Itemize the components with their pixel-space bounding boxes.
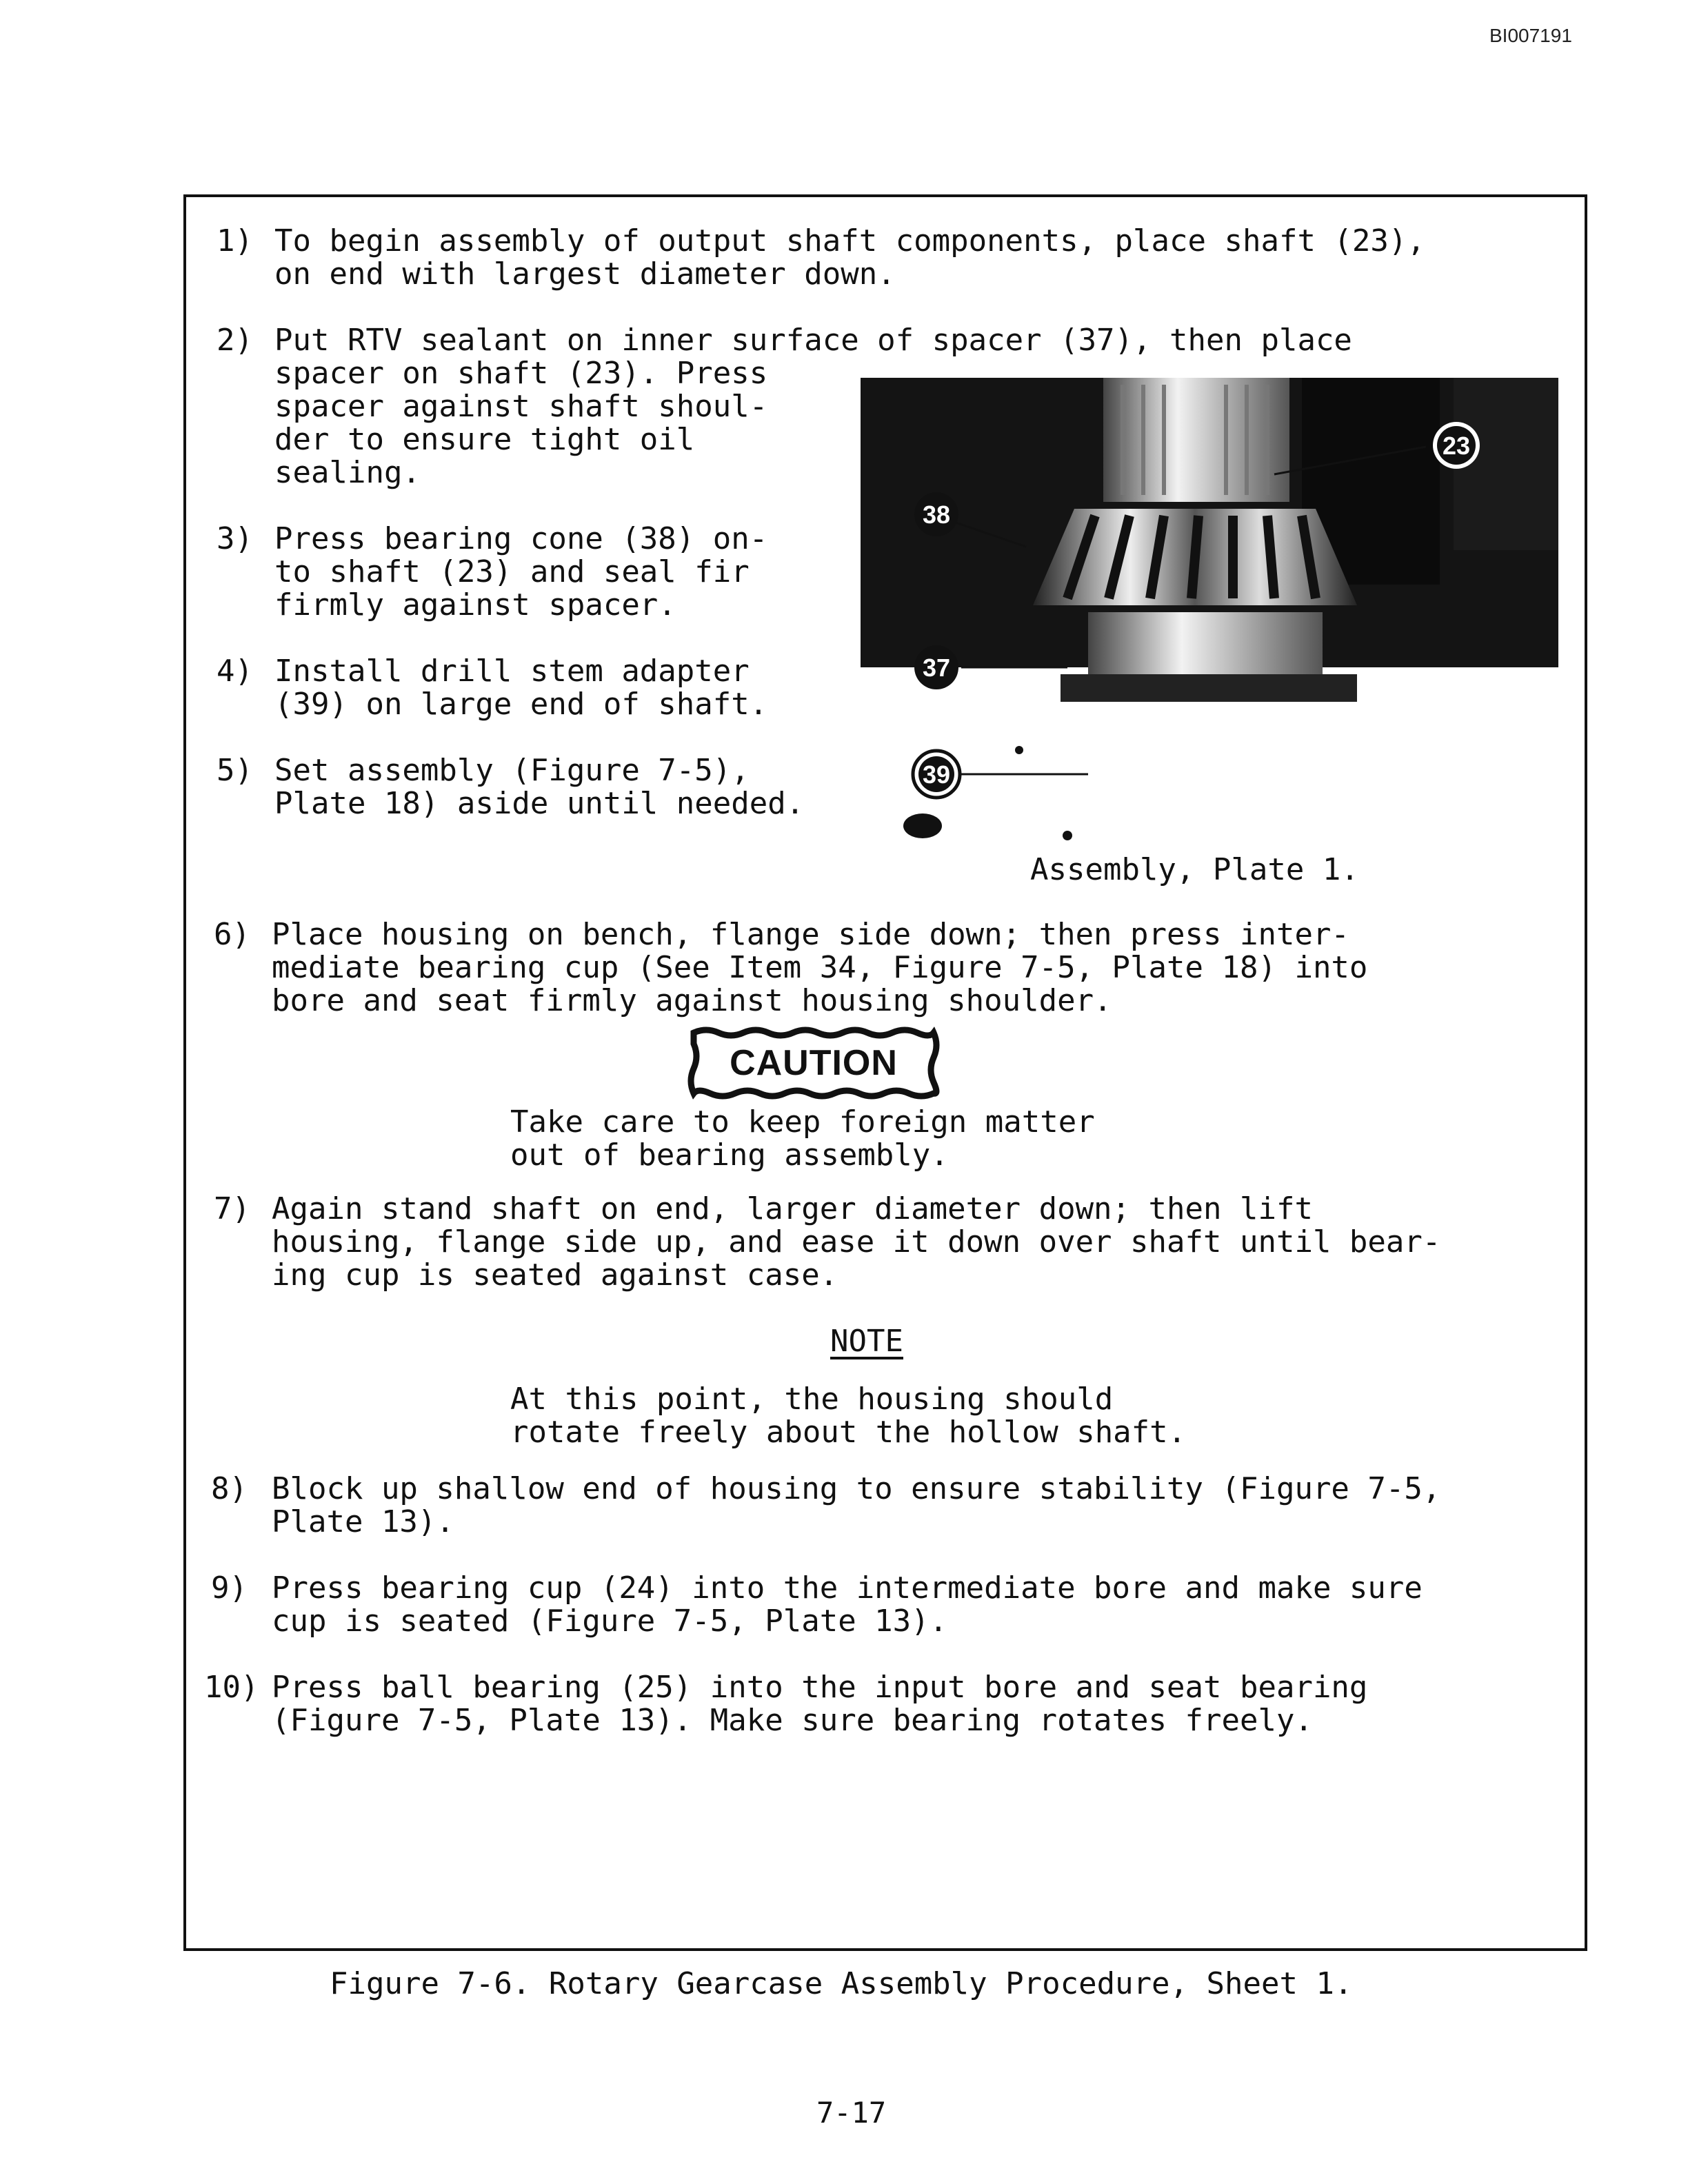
assembly-photo	[861, 378, 1558, 871]
note-text	[510, 1382, 1187, 1482]
spacer-37	[1088, 612, 1323, 674]
page-number: 7-17	[816, 2096, 887, 2130]
caution-line: Take care to keep foreign matter	[510, 1104, 1095, 1140]
step-text-line: Press bearing cup (24) into the intermediate bore and make sure	[272, 1570, 1423, 1606]
step-text-line: on end with largest diameter down.	[274, 256, 896, 292]
step-text-line: bore and seat firmly against housing shoulder.	[272, 983, 1112, 1018]
note-heading: NOTE	[830, 1324, 903, 1359]
step-text-line: sealing.	[274, 455, 421, 490]
step-text-line: spacer against shaft shoul-	[274, 389, 768, 424]
drill-stem-adapter-39	[1061, 674, 1357, 702]
step-number: 8)	[211, 1471, 248, 1506]
step-text-line: Again stand shaft on end, larger diameter down; then lift	[272, 1191, 1313, 1226]
callout-37-marker	[914, 645, 958, 689]
figure-caption: Figure 7-6. Rotary Gearcase Assembly Procedure, Sheet 1.	[330, 1966, 1353, 2001]
step-text-line: firmly against spacer.	[274, 587, 676, 623]
step-text-line: To begin assembly of output shaft components, place shaft (23),	[274, 223, 1425, 259]
shaft-23	[1103, 378, 1289, 502]
document-id: BI007191	[1489, 25, 1572, 46]
callout-38-label: 38	[922, 501, 951, 529]
note-line: rotate freely about the hollow shaft.	[510, 1415, 1187, 1450]
caution-label: CAUTION	[730, 1043, 898, 1083]
step-10	[204, 1670, 1368, 1803]
step-text-line: Plate 13).	[272, 1504, 454, 1539]
step-number: 7)	[214, 1191, 250, 1226]
step-text-line: Install drill stem adapter	[274, 654, 750, 689]
caution-badge	[687, 1026, 941, 1100]
step-text-line: housing, flange side up, and ease it down over shaft until bear-	[272, 1224, 1441, 1260]
step-text-line: cup is seated (Figure 7-5, Plate 13).	[272, 1604, 948, 1639]
step-5	[217, 753, 805, 887]
step-number: 5)	[217, 753, 253, 788]
step-number: 2)	[217, 323, 253, 358]
step-text-line: (Figure 7-5, Plate 13). Make sure bearing rotates freely.	[272, 1703, 1313, 1738]
step-text-line: Set assembly (Figure 7-5),	[274, 753, 750, 788]
step-text-line: Place housing on bench, flange side down; then press inter-	[272, 917, 1349, 952]
callout-39-label: 39	[922, 760, 951, 789]
callout-23-marker	[1433, 422, 1480, 469]
step-text-line: Press bearing cone (38) on-	[274, 521, 768, 556]
step-number: 10)	[204, 1670, 259, 1705]
caution-line: out of bearing assembly.	[510, 1138, 949, 1173]
step-text-line: (39) on large end of shaft.	[274, 687, 768, 722]
callout-38-marker	[914, 492, 958, 536]
step-text-line: Put RTV sealant on inner surface of spacer (37), then place	[274, 323, 1352, 358]
step-text-line: Block up shallow end of housing to ensure stability (Figure 7-5,	[272, 1471, 1441, 1506]
photo-caption: Assembly, Plate 1.	[1030, 852, 1359, 887]
step-number: 3)	[217, 521, 253, 556]
step-text-line: to shaft (23) and seal fir	[274, 554, 750, 589]
step-text-line: der to ensure tight oil	[274, 422, 695, 457]
callout-37-label: 37	[922, 654, 951, 682]
step-text-line: ing cup is seated against case.	[272, 1257, 838, 1293]
callout-23-label: 23	[1442, 432, 1471, 460]
step-number: 6)	[214, 917, 250, 952]
callout-39-marker	[913, 751, 960, 798]
step-number: 4)	[217, 654, 253, 689]
step-text-line: Press ball bearing (25) into the input bore and seat bearing	[272, 1670, 1368, 1705]
step-text-line: spacer on shaft (23). Press	[274, 356, 768, 391]
step-text-line: mediate bearing cup (See Item 34, Figure 7-5, Plate 18) into	[272, 950, 1368, 985]
step-number: 9)	[211, 1570, 248, 1606]
step-number: 1)	[217, 223, 253, 259]
note-line: At this point, the housing should	[510, 1382, 1114, 1417]
caution-text	[510, 1104, 1095, 1205]
step-text-line: Plate 18) aside until needed.	[274, 786, 805, 821]
